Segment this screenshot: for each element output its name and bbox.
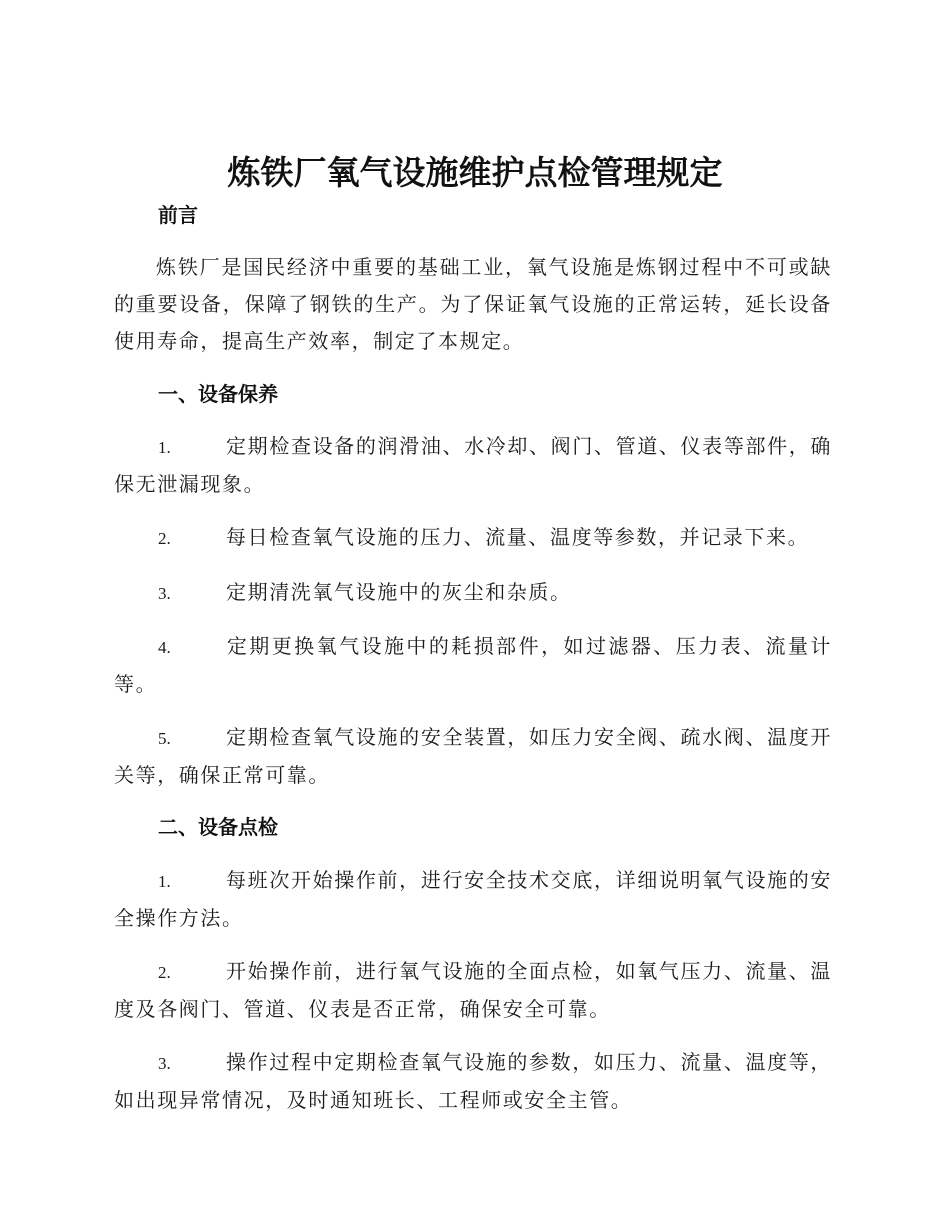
list-item-text: 定期更换氧气设施中的耗损部件，如过滤器、压力表、流量计等。 (114, 634, 832, 696)
list-item (114, 719, 832, 794)
list-item-number: 3. (158, 1054, 171, 1073)
list-item-text: 操作过程中定期检查氧气设施的参数，如压力、流量、温度等，如出现异常情况，及时通知班长、工程师或安全主管。 (114, 1050, 832, 1112)
list-item-text: 每班次开始操作前，进行安全技术交底，详细说明氧气设施的安全操作方法。 (114, 868, 832, 930)
list-item-text: 定期检查氧气设施的安全装置，如压力安全阀、疏水阀、温度开关等，确保正常可靠。 (114, 725, 832, 787)
list-item-text: 定期检查设备的润滑油、水冷却、阀门、管道、仪表等部件，确保无泄漏现象。 (114, 434, 832, 496)
list-item-number: 1. (158, 872, 171, 891)
section-heading-maintenance: 一、设备保养 (158, 382, 278, 406)
list-item-number: 1. (158, 438, 171, 457)
preface-paragraph: 炼铁厂是国民经济中重要的基础工业，氧气设施是炼钢过程中不可或缺的重要设备，保障了钢铁的生产。为了保证氧气设施的正常运转，延长设备使用寿命，提高生产效率，制定了本规定。 (114, 255, 832, 353)
section-heading-inspection: 二、设备点检 (158, 815, 278, 839)
list-item-number: 2. (158, 963, 171, 982)
list-item-number: 3. (158, 584, 171, 603)
list-item (114, 1044, 832, 1119)
list-item (114, 428, 832, 503)
list-item-number: 5. (158, 729, 171, 748)
list-item-text: 开始操作前，进行氧气设施的全面点检，如氧气压力、流量、温度及各阀门、管道、仪表是否正常，确保安全可靠。 (114, 959, 832, 1021)
list-item (114, 574, 832, 612)
document-title: 炼铁厂氧气设施维护点检管理规定 (227, 153, 723, 192)
list-item (114, 519, 832, 557)
list-item-number: 4. (158, 638, 171, 657)
list-item (114, 862, 832, 937)
list-item-number: 2. (158, 529, 171, 548)
preface-heading: 前言 (158, 203, 198, 227)
list-item-text: 定期清洗氧气设施中的灰尘和杂质。 (226, 580, 572, 604)
list-item-text: 每日检查氧气设施的压力、流量、温度等参数，并记录下来。 (226, 525, 810, 549)
list-item (114, 628, 832, 703)
list-item (114, 953, 832, 1028)
